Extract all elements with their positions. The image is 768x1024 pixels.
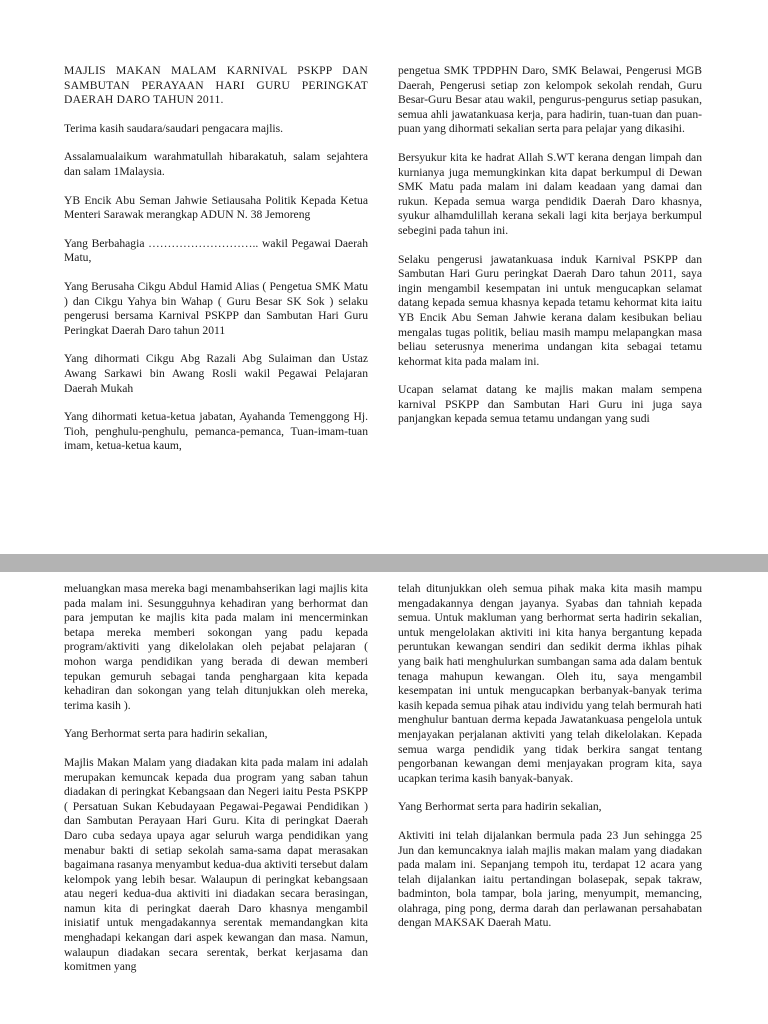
paragraph: telah ditunjukkan oleh semua pihak maka kita masih mampu mengadakannya dengan jayanya. Syabas dan tahniah kepada semua. Untuk makluman yang berhormat serta hadirin sekalian, untuk mengelolakan aktiviti ini kita hanya bergantung kepada peruntukan kewangan sendiri dan sedikit derma ikhlas pihak yang baik hati menghulurkan sumbangan sama ada dalam bentuk tenaga mahupun kewangan. Oleh itu, saya mengambil kesempatan ini untuk mengucapkan berbanyak-banyak terima kasih kepada semua pihak atau individu yang telah bermurah hati menghulur bantuan derma kepada Jawatankuasa pengelola untuk menjayakan perjalanan aktiviti yang telah dikelolakan. Kepada semua warga pendidik yang tidak berkira sangat tentang pengorbanan kewangan demi menjayakan program kita, saya ucapkan terima kasih banyak-banyak. (398, 582, 702, 785)
paragraph: Majlis Makan Malam yang diadakan kita pada malam ini adalah merupakan kemuncak kepada dua program yang saban tahun diadakan di peringkat Kebangsaan dan Negeri iaitu Pesta PSKPP ( Persatuan Sukan Kebudayaan Pegawai-Pegawai Pendidikan ) dan Sambutan Perayaan Hari Guru. Kita di peringkat Daerah Daro cuba sedaya upaya agar seluruh warga pendidikan yang menabur bakti di setiap sekolah sama-sama dapat merasakan bagaimana rasanya menyambut kedua-dua aktiviti tersebut dalam kelompok yang lebih besar. Walaupun di peringkat kebangsaan atau negeri kedua-dua aktiviti ini diadakan secara berasingan, namun kita di peringkat daerah Daro khasnya mengambil inisiatif untuk mengadakannya serentak memandangkan kita menghadapi kekangan dari aspek kewangan dan masa. Namun, walaupun diadakan secara serentak, berkat kerjasama dan komitmen yang (64, 755, 368, 974)
document-page-2 (0, 572, 768, 1024)
page-2-left-column (64, 582, 368, 989)
paragraph: Yang Berbahagia ……………………….. wakil Pegawai Daerah Matu, (64, 236, 368, 265)
paragraph: Terima kasih saudara/saudari pengacara majlis. (64, 121, 284, 135)
paragraph: meluangkan masa mereka bagi menambahserikan lagi majlis kita pada malam ini. Sesungguhnya kehadiran yang berhormat dan para jemputan ke majlis kita pada malam ini mencerminkan betapa mereka memberi sokongan yang padu kepada program/aktiviti yang dikelolakan oleh pejabat pelajaran ( mohon warga pendidikan yang berada di dewan memberi tepukan gemuruh sebagai tanda penghargaan kita kepada kehadiran dan sokongan yang telah ditunjukkan oleh mereka, terima kasih ). (64, 582, 368, 712)
paragraph: Selaku pengerusi jawatankuasa induk Karnival PSKPP dan Sambutan Hari Guru peringkat Daerah Daro tahun 2011, saya ingin mengambil kesempatan ini untuk mengucapkan selamat datang kepada semua khasnya kepada tetamu kehormat kita iaitu YB Encik Abu Seman Jahwie kerana dalam kesibukan beliau mengalas tugas politik, beliau masih mampu melapangkan masa beliau seterusnya menerima undangan kita sebagai tetamu kehormat kita pada malam ini. (398, 252, 702, 368)
paragraph: Aktiviti ini telah dijalankan bermula pada 23 Jun sehingga 25 Jun dan kemuncaknya ialah majlis makan malam yang diadakan pada malam ini. Sepanjang tempoh itu, terdapat 12 acara yang telah dijalankan iaitu pertandingan bolasepak, sepak takraw, badminton, bola tampar, bola jaring, menyumpit, memancing, olahraga, ping pong, derma darah dan perlawanan persahabatan dengan MAKSAK Daerah Matu. (398, 828, 702, 930)
page-1-right-column (398, 64, 702, 441)
paragraph: Yang Berhormat serta para hadirin sekalian, (64, 727, 268, 741)
paragraph: Yang Berhormat serta para hadirin sekalian, (398, 800, 602, 814)
paragraph: Yang dihormati Cikgu Abg Razali Abg Sulaiman dan Ustaz Awang Sarkawi bin Awang Rosli wakil Pegawai Pelajaran Daerah Mukah (64, 352, 368, 395)
paragraph: Ucapan selamat datang ke majlis makan malam sempena karnival PSKPP dan Sambutan Hari Guru ini juga saya panjangkan kepada semua tetamu undangan yang sudi (398, 383, 702, 426)
page-separator (0, 554, 768, 572)
paragraph: Yang Berusaha Cikgu Abdul Hamid Alias ( Pengetua SMK Matu ) dan Cikgu Yahya bin Wahap ( Guru Besar SK Sok ) selaku pengerusi bersama Karnival PSKPP dan Sambutan Hari Guru Peringkat Daerah Daro tahun 2011 (64, 279, 368, 337)
paragraph: YB Encik Abu Seman Jahwie Setiausaha Politik Kepada Ketua Menteri Sarawak merangkap ADUN N. 38 Jemoreng (64, 193, 368, 222)
paragraph: Bersyukur kita ke hadrat Allah S.WT kerana dengan limpah dan kurnianya juga memungkinkan kita dapat berkumpul di Dewan SMK Matu pada malam ini dalam keadaan yang damai dan rukun. Kepada semua warga pendidik Daerah Daro khasnya, syukur alhamdulillah kerana sekali lagi kita berjaya berkumpul sebegini pada tahun ini. (398, 150, 702, 237)
paragraph: Yang dihormati ketua-ketua jabatan, Ayahanda Temenggong Hj. Tioh, penghulu-penghulu, pemanca-pemanca, Tuan-imam-tuan imam, ketua-ketua kaum, (64, 410, 368, 453)
speech-title: MAJLIS MAKAN MALAM KARNIVAL PSKPP DAN SAMBUTAN PERAYAAN HARI GURU PERINGKAT DAERAH DARO TAHUN 2011. (64, 64, 368, 107)
page-2-right-column (398, 582, 702, 945)
paragraph: Assalamualaikum warahmatullah hibarakatuh, salam sejahtera dan salam 1Malaysia. (64, 150, 368, 178)
paragraph: pengetua SMK TPDPHN Daro, SMK Belawai, Pengerusi MGB Daerah, Pengerusi setiap zon kelompok sekolah rendah, Guru Besar-Guru Besar atau wakil, pengurus-pengurus setiap pasukan, semua ahli jawatankuasa kerja, para hadirin, tuan-tuan dan puan-puan yang dihormati sekalian serta para pelajar yang dikasihi. (398, 64, 702, 136)
page-1-left-column (64, 64, 368, 468)
